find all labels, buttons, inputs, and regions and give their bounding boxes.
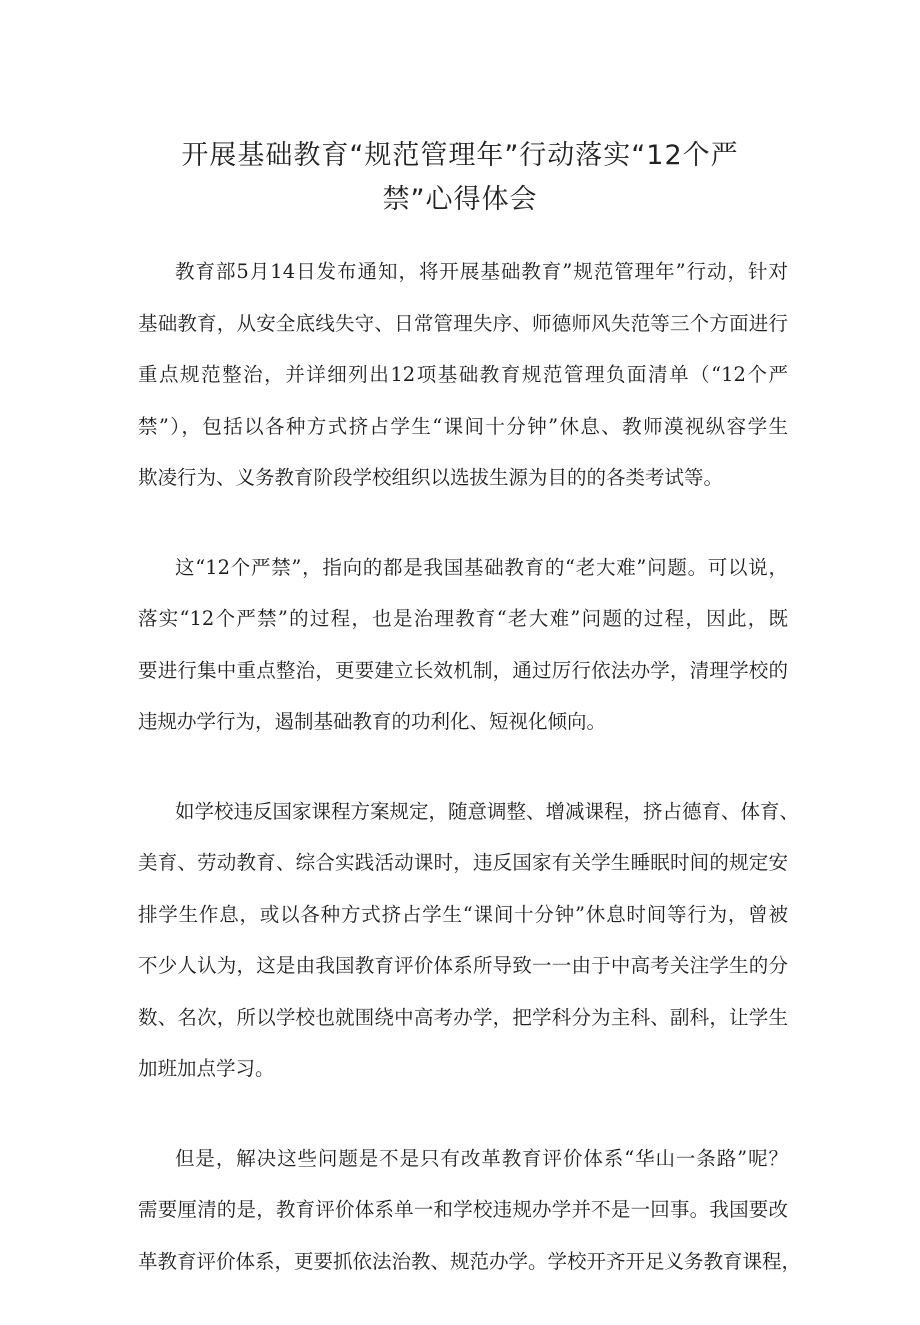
paragraph-line: 要进行集中重点整治，更要建立长效机制，通过厉行依法办学，清理学校的 <box>138 658 788 682</box>
paragraph-1 <box>138 246 788 504</box>
paragraph-line: 欺凌行为、义务教育阶段学校组织以选拔生源为目的的各类考试等。 <box>138 466 724 489</box>
paragraph-line: 禁”），包括以各种方式挤占学生“课间十分钟”休息、教师漠视纵容学生 <box>138 414 788 438</box>
paragraph-line: 数、名次，所以学校也就围绕中高考办学，把学科分为主科、副科，让学生 <box>138 1005 788 1029</box>
paragraph-line: 基础教育，从安全底线失守、日常管理失序、师德师风失范等三个方面进行 <box>138 311 788 335</box>
paragraph-line: 这“12个严禁”，指向的都是我国基础教育的“老大难”问题。可以说， <box>175 555 788 579</box>
title-line: 开展基础教育“规范管理年”行动落实“12个严 <box>181 140 739 171</box>
paragraph-line: 美育、劳动教育、综合实践活动课时，违反国家有关学生睡眠时间的规定安 <box>138 851 788 874</box>
paragraph-line: 革教育评价体系，更要抓依法治教、规范办学。学校开齐开足义务教育课程， <box>138 1249 802 1273</box>
document-body <box>138 246 802 1325</box>
paragraph-line: 违规办学行为，遏制基础教育的功利化、短视化倾向。 <box>138 710 607 733</box>
paragraph-line: 落实“12个严禁”的过程，也是治理教育“老大难”问题的过程，因此，既 <box>138 607 788 630</box>
paragraph-line: 但是，解决这些问题是不是只有改革教育评价体系“华山一条路”呢？ <box>175 1146 788 1170</box>
paragraph-line: 重点规范整治，并详细列出12项基础教育规范管理负面清单（“12个严 <box>138 363 788 386</box>
paragraph-line: 教育部5月14日发布通知，将开展基础教育”规范管理年”行动，针对 <box>175 260 788 283</box>
title-line: 禁”心得体会 <box>382 184 538 215</box>
paragraph-line: 排学生作息，或以各种方式挤占学生“课间十分钟”休息时间等行为，曾被 <box>138 902 788 926</box>
paragraph-line: 不少人认为，这是由我国教育评价体系所导致一一由于中高考关注学生的分 <box>138 954 788 977</box>
paragraph-line: 加班加点学习。 <box>138 1057 275 1080</box>
paragraph-2 <box>138 542 788 748</box>
paragraph-4 <box>138 1133 802 1288</box>
paragraph-line: 如学校违反国家课程方案规定，随意调整、增减课程，挤占德育、体育、 <box>175 799 800 823</box>
paragraph-3 <box>138 786 800 1095</box>
paragraph-line: 需要厘清的是，教育评价体系单一和学校违规办学并不是一回事。我国要改 <box>138 1198 788 1221</box>
document-title <box>120 134 800 222</box>
